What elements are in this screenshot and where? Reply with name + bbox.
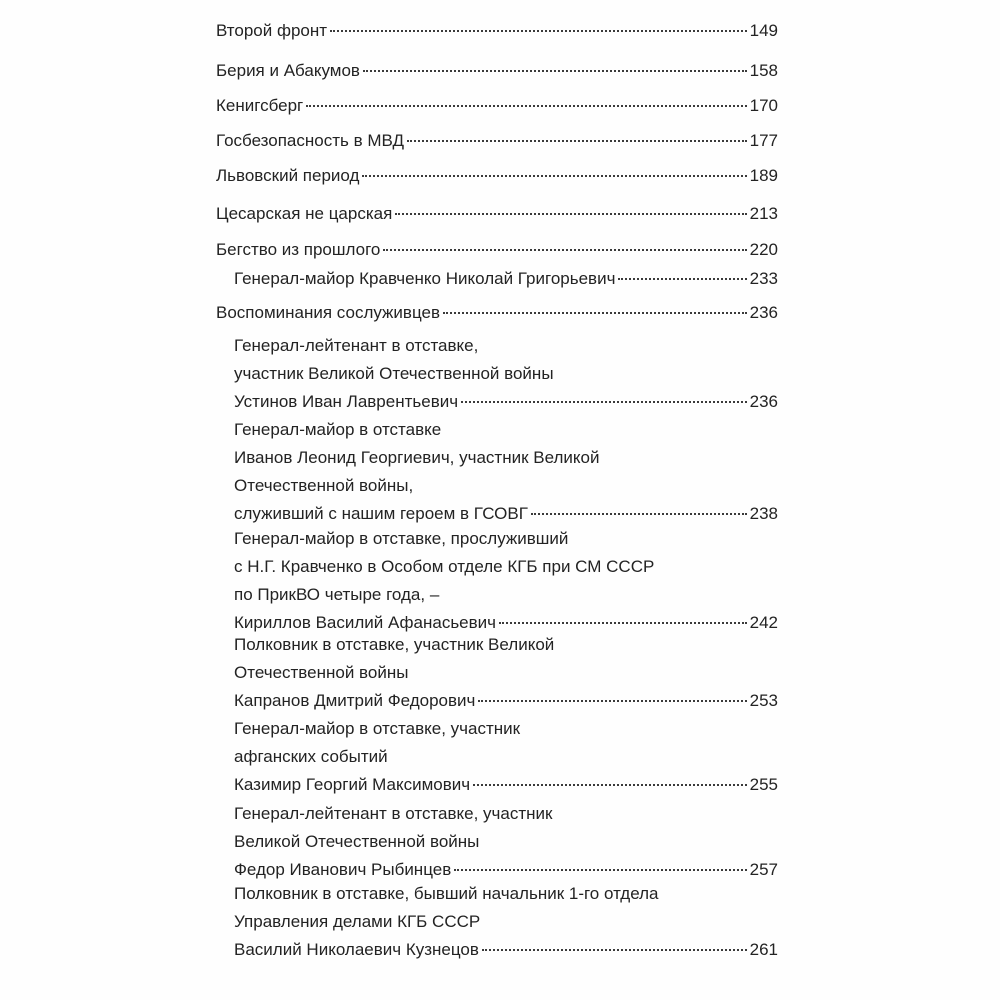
toc-entry	[216, 162, 778, 190]
dot-leader	[330, 30, 747, 32]
cropped-top-edge	[216, 0, 778, 6]
toc-entry-line: Иванов Леонид Георгиевич, участник Великой	[234, 448, 600, 467]
toc-entry	[234, 416, 778, 528]
toc-entry-title: Цесарская не царская	[216, 204, 393, 223]
dot-leader	[407, 140, 747, 142]
toc-entry-line: Управления делами КГБ СССР	[234, 912, 481, 931]
toc-entry-line: Полковник в отставке, бывший начальник 1-го отдела	[234, 884, 659, 903]
toc-entry-title: Бегство из прошлого	[216, 240, 381, 259]
toc-entry-page: 213	[749, 204, 778, 223]
toc-entry	[234, 800, 778, 884]
toc-entry	[234, 332, 778, 416]
toc-entry-line: Генерал-майор в отставке	[234, 420, 442, 439]
toc-entry-page: 149	[749, 21, 778, 40]
toc-entry-line: афганских событий	[234, 747, 388, 766]
toc-entry-line: участник Великой Отечественной войны	[234, 364, 554, 383]
toc-entry-page: 158	[749, 61, 778, 80]
toc-entry-line: Великой Отечественной войны	[234, 832, 480, 851]
toc-entry	[216, 236, 778, 264]
toc-entry-title: Капранов Дмитрий Федорович	[234, 691, 476, 710]
toc-entry-page: 255	[749, 775, 778, 794]
toc-entry-title: Госбезопасность в МВД	[216, 131, 404, 150]
toc-entry-page: 189	[749, 166, 778, 185]
dot-leader	[618, 278, 746, 280]
toc-entry-line: Генерал-майор в отставке, прослуживший	[234, 529, 569, 548]
toc-entry-title: Устинов Иван Лаврентьевич	[234, 392, 459, 411]
dot-leader	[454, 869, 746, 871]
toc-entry-title: Казимир Георгий Максимович	[234, 775, 471, 794]
toc-entry-page: 236	[749, 392, 778, 411]
toc-entry-title: Федор Иванович Рыбинцев	[234, 860, 452, 879]
dot-leader	[362, 175, 746, 177]
toc-entry	[216, 127, 778, 155]
toc-entry-line: Генерал-лейтенант в отставке,	[234, 336, 479, 355]
toc-entry-page: 233	[749, 269, 778, 288]
toc-entry-page: 236	[749, 303, 778, 322]
toc-entry-line: Полковник в отставке, участник Великой	[234, 635, 555, 654]
toc-entry-page: 177	[749, 131, 778, 150]
dot-leader	[443, 312, 747, 314]
dot-leader	[395, 213, 746, 215]
toc-entry-line: по ПрикВО четыре года, –	[234, 585, 440, 604]
dot-leader	[461, 401, 747, 403]
toc-entry-line: Генерал-майор в отставке, участник	[234, 719, 521, 738]
toc-entry	[234, 880, 778, 964]
toc-entry	[216, 17, 778, 45]
dot-leader	[306, 105, 746, 107]
toc-entry-line: Отечественной войны	[234, 663, 409, 682]
toc-entry-page: 253	[749, 691, 778, 710]
toc-entry-title: Кириллов Василий Афанасьевич	[234, 613, 497, 632]
dot-leader	[531, 513, 747, 515]
toc-entry-title: Берия и Абакумов	[216, 61, 360, 80]
dot-leader	[478, 700, 746, 702]
toc-entry-page: 238	[749, 504, 778, 523]
toc-entry	[234, 715, 778, 799]
dot-leader	[383, 249, 746, 251]
toc-entry-line: Отечественной войны,	[234, 476, 414, 495]
toc-entry	[216, 57, 778, 85]
dot-leader	[363, 70, 747, 72]
toc-entry-title: служивший с нашим героем в ГСОВГ	[234, 504, 528, 523]
toc-entry-title: Василий Николаевич Кузнецов	[234, 940, 479, 959]
toc-entry	[234, 631, 778, 715]
toc-entry-title: Воспоминания сослуживцев	[216, 303, 440, 322]
dot-leader	[473, 784, 747, 786]
toc-entry-title: Львовский период	[216, 166, 360, 185]
toc-entry	[234, 525, 778, 637]
toc-entry-line: Генерал-лейтенант в отставке, участник	[234, 804, 553, 823]
toc-entry	[234, 265, 778, 293]
toc-entry-page: 242	[749, 613, 778, 632]
toc-entry-line: с Н.Г. Кравченко в Особом отделе КГБ при СМ СССР	[234, 557, 655, 576]
toc-entry	[216, 200, 778, 228]
dot-leader	[482, 949, 747, 951]
toc-entry-page: 220	[749, 240, 778, 259]
toc-entry-page: 257	[749, 860, 778, 879]
toc-entry	[216, 92, 778, 120]
dot-leader	[499, 622, 747, 624]
toc-entry-title: Второй фронт	[216, 21, 328, 40]
toc-entry-page: 261	[749, 940, 778, 959]
toc-entry	[216, 299, 778, 327]
toc-entry-page: 170	[749, 96, 778, 115]
toc-entry-title: Кенигсберг	[216, 96, 304, 115]
toc-entry-title: Генерал-майор Кравченко Николай Григорьевич	[234, 269, 616, 288]
